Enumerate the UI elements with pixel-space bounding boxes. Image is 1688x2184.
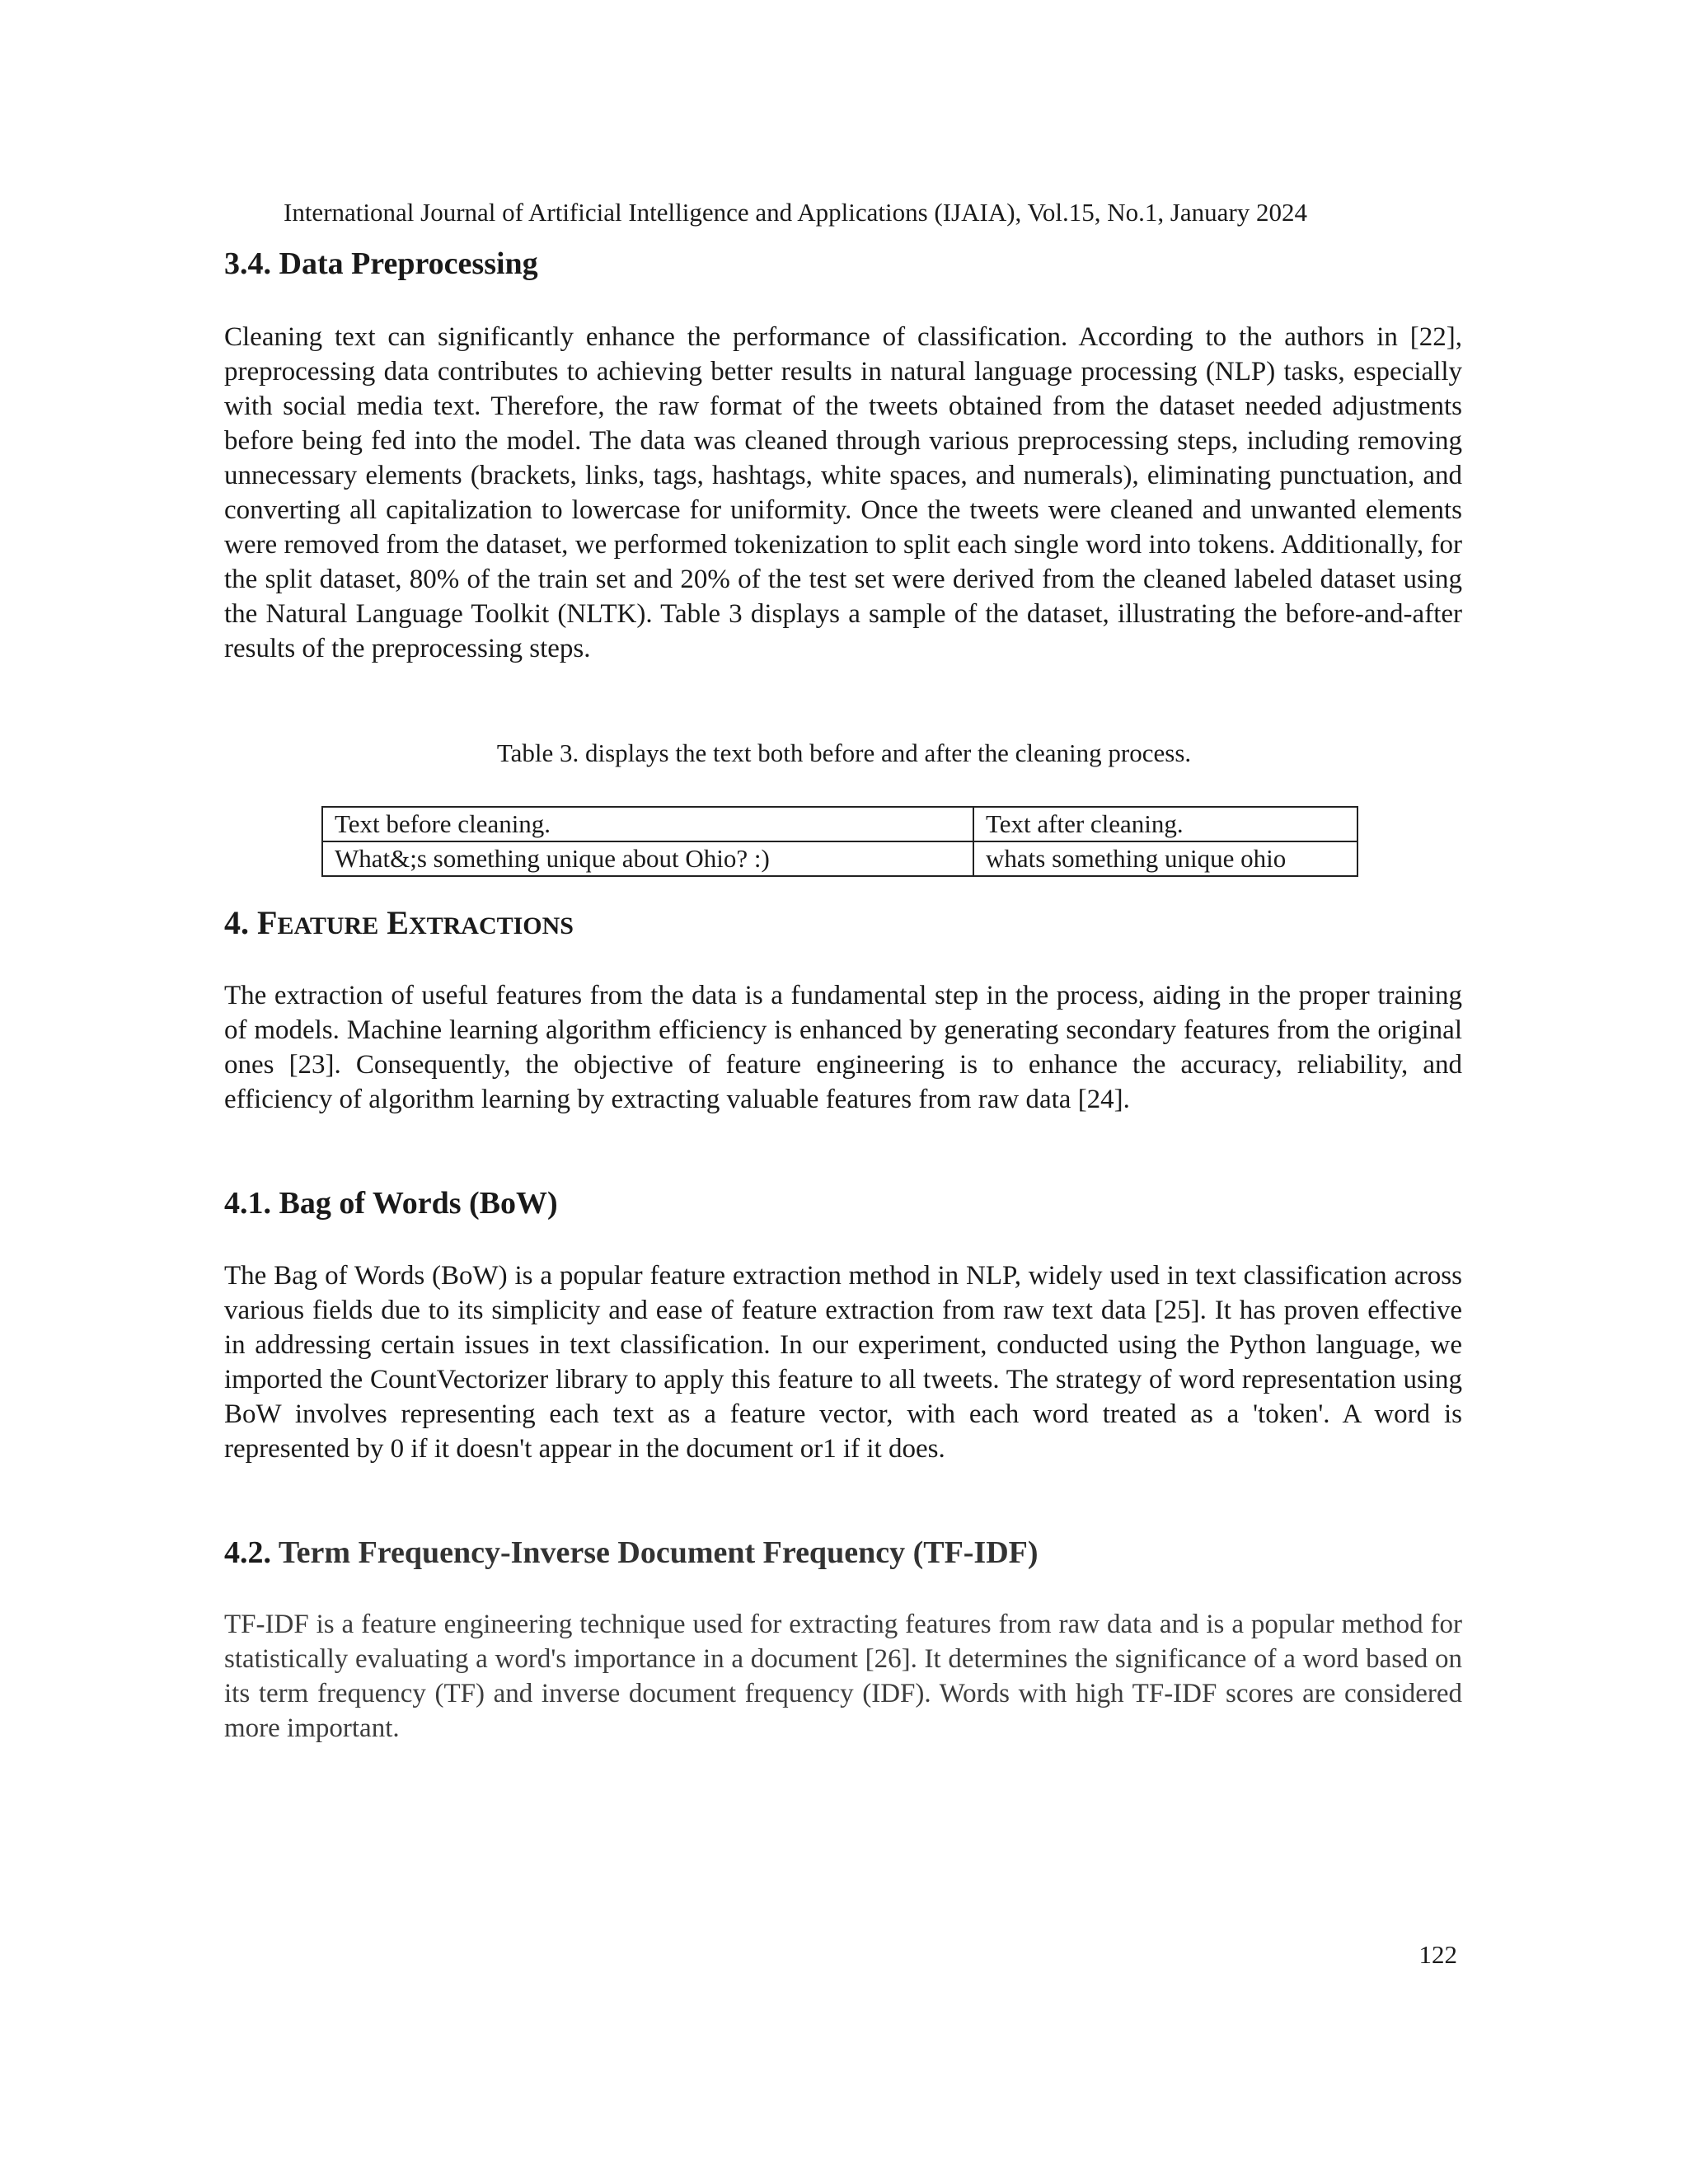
paragraph-data-preprocessing: Cleaning text can significantly enhance the performance of classification. According to the authors in [22], preprocessing data contributes to achieving better results in natural language processing (NLP) tasks, especially with social media text. Therefore, the raw format of the tweets obtained from the dataset needed adjustments before being fed into the model. The data was cleaned through various preprocessing steps, including removing unnecessary elements (brackets, links, tags, hashtags, white spaces, and numerals), eliminating punctuation, and converting all capitalization to lowercase for uniformity. Once the tweets were cleaned and unwanted elements were removed from the dataset, we performed tokenization to split each single word into tokens. Additionally, for the split dataset, 80% of the train set and 20% of the test set were derived from the cleaned labeled dataset using the Natural Language Toolkit (NLTK). Table 3 displays a sample of the dataset, illustrating the before-and-after results of the preprocessing steps. xyxy=(224,322,1462,663)
table-caption: Table 3. displays the text both before and after the cleaning process. xyxy=(496,738,1192,767)
section-title: Term Frequency-Inverse Document Frequency (TF-IDF) xyxy=(278,1535,1039,1570)
section-heading-4 xyxy=(224,905,574,944)
section-number: 4.2. xyxy=(224,1535,271,1570)
section-heading-4-2 xyxy=(224,1535,1039,1571)
paragraph-feature-extractions: The extraction of useful features from the data is a fundamental step in the process, aiding in the proper training of models. Machine learning algorithm efficiency is enhanced by generating secondary features from the original ones [23]. Consequently, the objective of feature engineering is to enhance the accuracy, reliability, and efficiency of algorithm learning by extracting valuable features from raw data [24]. xyxy=(224,981,1462,1114)
running-header: International Journal of Artificial Intelligence and Applications (IJAIA), Vol.15, No.1, January 2024 xyxy=(284,198,1308,227)
section-title-rest: EATURE xyxy=(277,912,379,940)
section-heading-4-1 xyxy=(224,1185,558,1221)
table-cell: whats something unique ohio xyxy=(973,841,1357,876)
table-cell: What&;s something unique about Ohio? :) xyxy=(322,841,973,876)
paragraph-bag-of-words: The Bag of Words (BoW) is a popular feature extraction method in NLP, widely used in text classification across various fields due to its simplicity and ease of feature extraction from raw text data [25]. It has proven effective in addressing certain issues in text classification. In our experiment, conducted using the Python language, we imported the CountVectorizer library to apply this feature to all tweets. The strategy of word representation using BoW involves representing each text as a feature vector, with each word treated as a 'token'. A word is represented by 0 if it doesn't appear in the document or1 if it does. xyxy=(224,1261,1462,1464)
section-number: 4.1. xyxy=(224,1186,271,1221)
table-header-row xyxy=(322,807,1357,841)
section-number: 4. xyxy=(224,904,249,941)
section-number: 3.4. xyxy=(224,246,271,281)
table-header-cell: Text after cleaning. xyxy=(973,807,1357,841)
table-header-cell: Text before cleaning. xyxy=(322,807,973,841)
section-title-initial: E xyxy=(387,904,409,941)
section-title: Data Preprocessing xyxy=(279,246,538,281)
table-row xyxy=(322,841,1357,876)
paragraph-tf-idf: TF-IDF is a feature engineering technique used for extracting features from raw data and is a popular method for statistically evaluating a word's importance in a document [26]. It determines the significance of a word based on its term frequency (TF) and inverse document frequency (IDF). Words with high TF-IDF scores are considered more important. xyxy=(224,1610,1462,1743)
comparison-table xyxy=(321,806,1358,877)
section-heading-3-4 xyxy=(224,246,538,282)
section-title-initial: F xyxy=(257,904,278,941)
page-number: 122 xyxy=(1418,1940,1457,1969)
section-title-rest: XTRACTIONS xyxy=(408,912,574,940)
section-title: Bag of Words (BoW) xyxy=(279,1186,558,1221)
